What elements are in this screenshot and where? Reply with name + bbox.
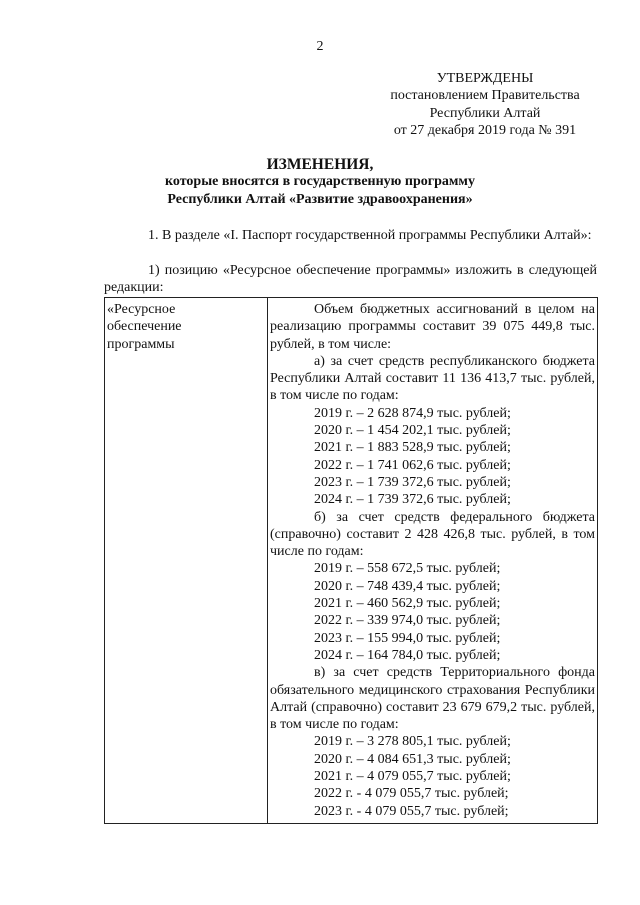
- year-row-a: 2020 г. – 1 454 202,1 тыс. рублей;: [314, 423, 511, 439]
- year-row-c: 2021 г. – 4 079 055,7 тыс. рублей;: [314, 769, 511, 785]
- paragraph-item-1: [104, 262, 597, 297]
- year-row-c: 2019 г. – 3 278 805,1 тыс. рублей;: [314, 734, 511, 750]
- section-b: [270, 509, 595, 561]
- year-row-b: 2022 г. – 339 974,0 тыс. рублей;: [314, 613, 501, 629]
- approval-block: [380, 70, 590, 139]
- left-cell-line-3: программы: [107, 336, 175, 352]
- page-number: 2: [316, 39, 324, 54]
- year-row-c: 2020 г. – 4 084 651,3 тыс. рублей;: [314, 751, 511, 767]
- year-row-c: 2023 г. - 4 079 055,7 тыс. рублей;: [314, 803, 509, 819]
- section-a: [270, 353, 595, 405]
- approval-title: УТВЕРЖДЕНЫ: [436, 71, 534, 86]
- section-c-text: в) за счет средств Территориального фонда обязательного медицинского страхования Республики Алтай (справочно) составит 23 679 679,2 тыс. рублей, в том числе по годам:: [270, 665, 595, 733]
- year-row-b: 2020 г. – 748 439,4 тыс. рублей;: [314, 578, 501, 594]
- heading-title: ИЗМЕНЕНИЯ,: [266, 156, 374, 173]
- heading-subtitle-1: которые вносятся в государственную программу: [165, 174, 475, 190]
- year-row-a: 2022 г. – 1 741 062,6 тыс. рублей;: [314, 457, 511, 473]
- heading-subtitle-2: Республики Алтай «Развитие здравоохранения»: [167, 191, 473, 207]
- year-row-b: 2023 г. – 155 994,0 тыс. рублей;: [314, 630, 501, 646]
- approval-decree: постановлением Правительства: [390, 88, 580, 104]
- left-cell-line-1: «Ресурсное: [107, 302, 176, 317]
- year-row-b: 2024 г. – 164 784,0 тыс. рублей;: [314, 647, 501, 663]
- table-column-divider: [267, 298, 268, 823]
- year-row-c: 2022 г. - 4 079 055,7 тыс. рублей;: [314, 786, 509, 802]
- document-heading: [100, 156, 540, 208]
- paragraph-item-1-text: 1) позицию «Ресурсное обеспечение программы» изложить в следующей редакции:: [104, 263, 597, 296]
- year-row-a: 2021 г. – 1 883 528,9 тыс. рублей;: [314, 440, 511, 456]
- resource-table: [104, 297, 598, 824]
- approval-republic: Республики Алтай: [429, 105, 541, 121]
- year-row-b: 2021 г. – 460 562,9 тыс. рублей;: [314, 596, 501, 612]
- section-b-text: б) за счет средств федерального бюджета (справочно) составит 2 428 426,8 тыс. рублей, в том числе по годам:: [270, 509, 595, 560]
- paragraph-section-1: [104, 227, 597, 244]
- paragraph-section-1-text: 1. В разделе «I. Паспорт государственной программы Республики Алтай»:: [148, 228, 592, 243]
- approval-date: от 27 декабря 2019 года № 391: [393, 122, 577, 138]
- year-row-a: 2023 г. – 1 739 372,6 тыс. рублей;: [314, 474, 511, 490]
- year-row-a: 2024 г. – 1 739 372,6 тыс. рублей;: [314, 492, 511, 508]
- section-c: [270, 664, 595, 733]
- year-row-a: 2019 г. – 2 628 874,9 тыс. рублей;: [314, 405, 511, 421]
- table-right-cell: [270, 301, 595, 820]
- budget-intro-text: Объем бюджетных ассигнований в целом на реализацию программы составит 39 075 449,8 тыс. рублей, в том числе:: [270, 302, 595, 352]
- year-row-b: 2019 г. – 558 672,5 тыс. рублей;: [314, 561, 501, 577]
- table-left-cell: [107, 301, 257, 353]
- budget-intro: [270, 301, 595, 353]
- section-a-text: а) за счет средств республиканского бюджета Республики Алтай составит 11 136 413,7 тыс. рублей, в том числе по годам:: [270, 353, 595, 404]
- left-cell-line-2: обеспечение: [107, 319, 182, 335]
